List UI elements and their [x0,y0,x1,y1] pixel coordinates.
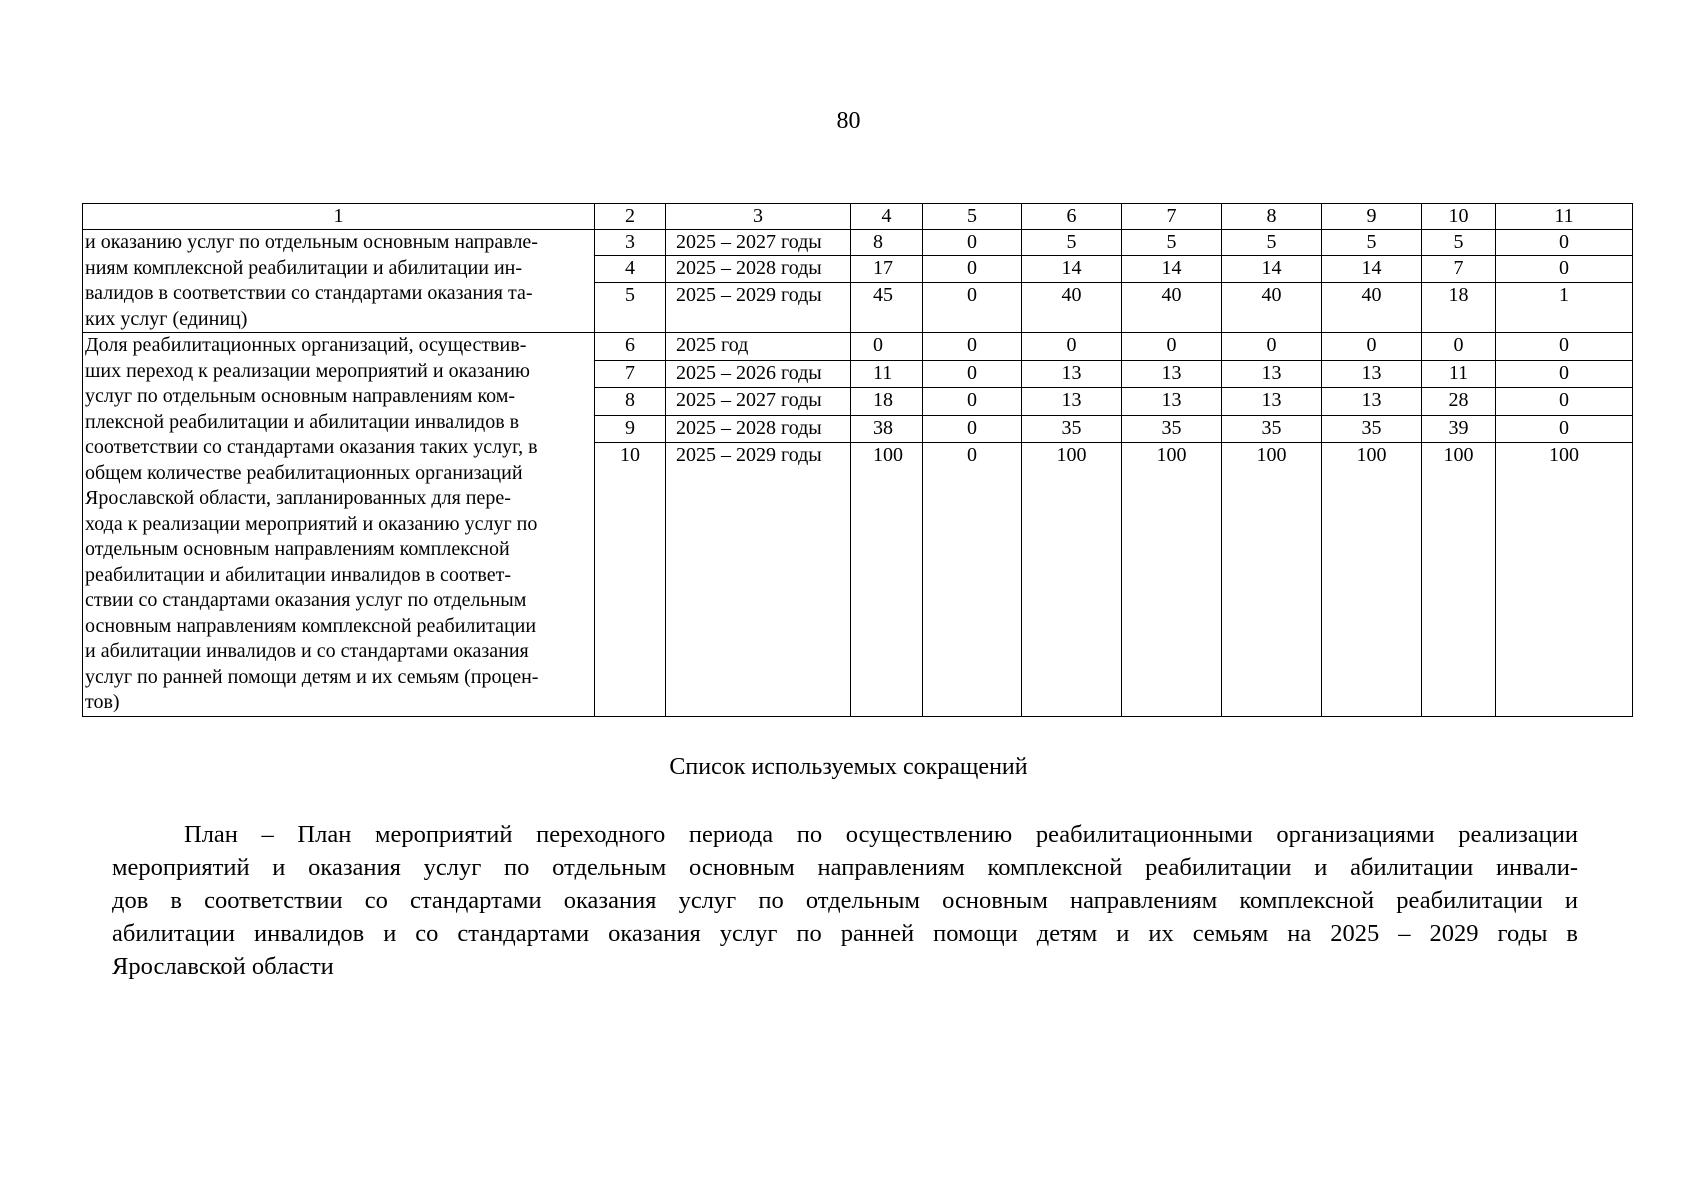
table-row [83,333,1633,361]
value-cell: 0 [923,360,1022,388]
abbreviations-title: Список используемых сокращений [669,754,1028,780]
value-cell: 13 [1322,360,1422,388]
value-cell: 100 [851,443,923,716]
value-cell: 13 [1022,388,1122,416]
value-cell: 0 [851,333,923,361]
abbreviation-line: План – План мероприятий переходного периода по осуществлению реабилитационными организациями реализации [184,821,1578,848]
value-cell: 13 [1122,388,1222,416]
value-cell: 5 [1322,230,1422,256]
header-cell: 1 [83,204,595,230]
description-line: ствии со стандартами оказания услуг по отдельным [85,589,527,611]
value-cell: 0 [1422,333,1496,361]
header-cell: 6 [1022,204,1122,230]
description-line: реабилитации и абилитации инвалидов в соответ- [85,563,511,586]
header-cell: 7 [1122,204,1222,230]
period-cell: 2025 – 2029 годы [666,443,851,716]
value-cell: 0 [1496,388,1633,416]
value-cell: 40 [1022,282,1122,333]
value-cell: 100 [1322,443,1422,716]
abbreviation-line: абилитации инвалидов и со стандартами оказания услуг по ранней помощи детям и их семьям на 2025 – 2029 годы в [112,920,1578,947]
period-cell: 2025 – 2027 годы [666,230,851,256]
description-line: Доля реабилитационных организаций, осуществив- [85,334,527,356]
row-number-cell: 3 [595,230,666,256]
description-line: хода к реализации мероприятий и оказанию услуг по [85,512,538,535]
description-line: валидов в соответствии со стандартами оказания та- [85,282,533,304]
header-cell: 11 [1496,204,1633,230]
row-number-cell: 7 [595,360,666,388]
value-cell: 11 [1422,360,1496,388]
value-cell: 0 [1322,333,1422,361]
description-line: услуг по ранней помощи детям и их семьям (процен- [85,665,539,688]
abbreviation-line: дов в соответствии со стандартами оказания услуг по отдельным основным направлениям комплексной реабилитации и [112,887,1578,914]
value-cell: 17 [851,256,923,282]
description-line: и оказанию услуг по отдельным основным направле- [85,231,538,253]
value-cell: 100 [1422,443,1496,716]
header-cell: 10 [1422,204,1496,230]
value-cell: 0 [923,256,1022,282]
value-cell: 38 [851,415,923,443]
period-cell: 2025 – 2027 годы [666,388,851,416]
value-cell: 18 [1422,282,1496,333]
value-cell: 14 [1122,256,1222,282]
value-cell: 14 [1022,256,1122,282]
table-body [83,204,1633,717]
description-line: ших переход к реализации мероприятий и оказанию [85,359,530,382]
value-cell: 0 [1022,333,1122,361]
abbreviations-paragraph [112,818,1578,983]
value-cell: 100 [1496,443,1633,716]
value-cell: 28 [1422,388,1496,416]
value-cell: 14 [1322,256,1422,282]
value-cell: 14 [1222,256,1322,282]
value-cell: 0 [1496,360,1633,388]
header-cell: 9 [1322,204,1422,230]
value-cell: 35 [1322,415,1422,443]
value-cell: 8 [851,230,923,256]
value-cell: 13 [1222,360,1322,388]
value-cell: 0 [1496,230,1633,256]
value-cell: 100 [1122,443,1222,716]
value-cell: 5 [1222,230,1322,256]
value-cell: 13 [1222,388,1322,416]
header-cell: 2 [595,204,666,230]
value-cell: 0 [923,282,1022,333]
value-cell: 13 [1322,388,1422,416]
value-cell: 0 [1222,333,1322,361]
period-cell: 2025 – 2028 годы [666,415,851,443]
value-cell: 39 [1422,415,1496,443]
value-cell: 0 [923,388,1022,416]
header-cell: 8 [1222,204,1322,230]
value-cell: 5 [1122,230,1222,256]
header-cell: 5 [923,204,1022,230]
value-cell: 0 [1496,256,1633,282]
description-line: отдельным основным направлениям комплексной [85,538,510,560]
description-line: и абилитации инвалидов и со стандартами оказания [85,640,529,662]
value-cell: 35 [1122,415,1222,443]
period-cell: 2025 – 2026 годы [666,360,851,388]
value-cell: 0 [1122,333,1222,361]
row-number-cell: 4 [595,256,666,282]
value-cell: 35 [1022,415,1122,443]
value-cell: 5 [1022,230,1122,256]
indicator-description [83,230,595,333]
value-cell: 40 [1222,282,1322,333]
value-cell: 100 [1222,443,1322,716]
value-cell: 7 [1422,256,1496,282]
abbreviation-line: мероприятий и оказания услуг по отдельным основным направлениям комплексной реабилитации и абилитации инвали- [112,854,1578,881]
period-cell: 2025 – 2028 годы [666,256,851,282]
indicators-table [82,203,1633,717]
description-line: общем количестве реабилитационных организаций [85,461,523,484]
value-cell: 13 [1022,360,1122,388]
description-line: услуг по отдельным основным направлениям ком- [85,385,516,407]
row-number-cell: 9 [595,415,666,443]
value-cell: 18 [851,388,923,416]
value-cell: 45 [851,282,923,333]
value-cell: 35 [1222,415,1322,443]
description-line: ких услуг (единиц) [85,307,248,330]
period-cell: 2025 год [666,333,851,361]
description-line: Ярославской области, запланированных для пере- [85,487,511,509]
description-line: основным направлениям комплексной реабилитации [85,614,537,637]
value-cell: 100 [1022,443,1122,716]
row-number-cell: 6 [595,333,666,361]
value-cell: 0 [923,443,1022,716]
description-line: ниям комплексной реабилитации и абилитации ин- [85,256,523,279]
description-line: соответствии со стандартами оказания таких услуг, в [85,436,538,458]
abbreviation-line: Ярославской области [112,953,334,980]
indicator-description [83,333,595,717]
value-cell: 5 [1422,230,1496,256]
header-row [83,204,1633,230]
value-cell: 11 [851,360,923,388]
period-cell: 2025 – 2029 годы [666,282,851,333]
value-cell: 40 [1122,282,1222,333]
description-line: тов) [85,691,120,713]
header-cell: 3 [666,204,851,230]
description-line: плексной реабилитации и абилитации инвалидов в [85,410,520,433]
value-cell: 0 [1496,415,1633,443]
table-row [83,230,1633,256]
value-cell: 1 [1496,282,1633,333]
page-number: 80 [836,108,861,134]
value-cell: 0 [1496,333,1633,361]
value-cell: 13 [1122,360,1222,388]
value-cell: 0 [923,333,1022,361]
header-cell: 4 [851,204,923,230]
row-number-cell: 8 [595,388,666,416]
value-cell: 40 [1322,282,1422,333]
value-cell: 0 [923,230,1022,256]
row-number-cell: 10 [595,443,666,716]
value-cell: 0 [923,415,1022,443]
row-number-cell: 5 [595,282,666,333]
